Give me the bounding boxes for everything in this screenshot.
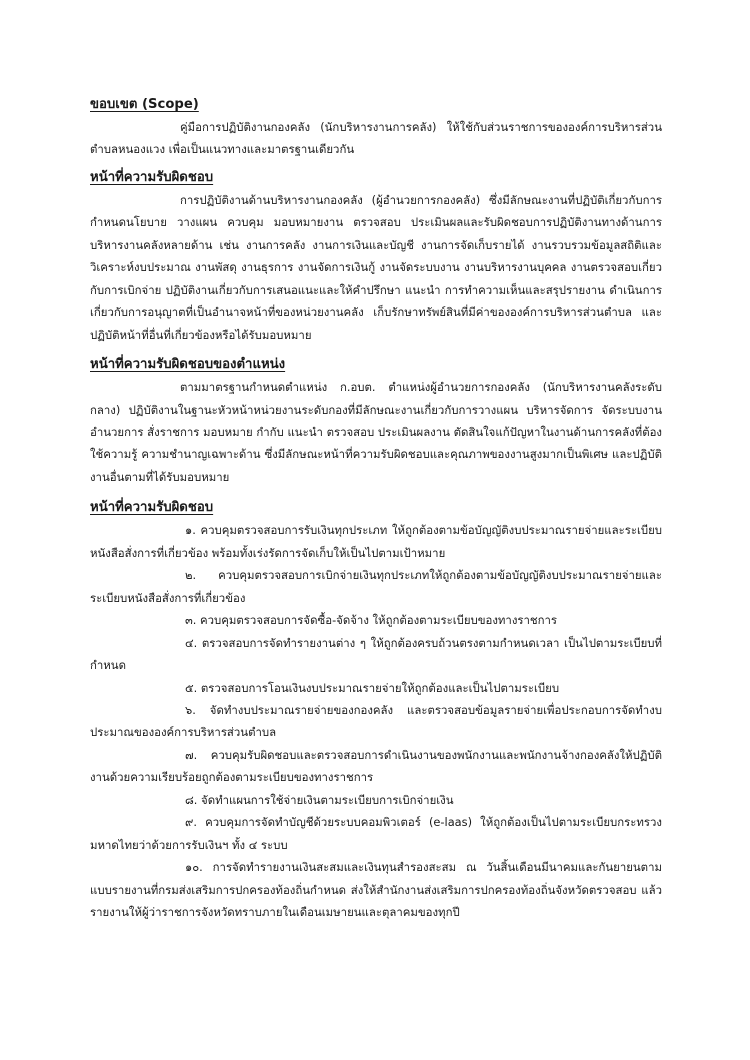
responsibility-item-10: ๑๐. การจัดทำรายงานเงินสะสมและเงินทุนสำรองสะสม ณ วันสิ้นเดือนมีนาคมและกันยายนตามแบบรายงานที่กรมส่งเสริมการปกครองท้องถิ่นกำหนด ส่งให้สำนักงานส่งเสริมการปกครองท้องถิ่นจังหวัดตรวจสอบ แล้วรายงานให้ผู้ว่าราชการจังหวัดทราบภายในเดือนเมษายนและตุลาคมของทุกปี xyxy=(90,860,662,920)
duties-paragraph: การปฏิบัติงานด้านบริหารงานกองคลัง (ผู้อำนวยการกองคลัง) ซึ่งมีลักษณะงานที่ปฏิบัติเกี่ยวกับการกำหนดนโยบาย วางแผน ควบคุม มอบหมายงาน ตรวจสอบ ประเมินผลและรับผิดชอบการปฏิบัติงานทางด้านการบริหารงานคลังหลายด้าน เช่น งานการคลัง งานการเงินและบัญชี งานการจัดเก็บรายได้ งานรวบรวมข้อมูลสถิติและวิเคราะห์งบประมาณ งานพัสดุ งานธุรการ งานจัดการเงินกู้ งานจัดระบบงาน งานบริหารงานบุคคล งานตรวจสอบเกี่ยวกับการเบิกจ่าย ปฏิบัติงานเกี่ยวกับการเสนอแนะและให้คำปรึกษา แนะนำ การทำความเห็นและสรุปรายงาน ดำเนินการเกี่ยวกับการอนุญาตที่เป็นอำนาจหน้าที่ของหน่วยงานคลัง เก็บรักษาทรัพย์สินที่มีค่าขององค์การบริหารส่วนตำบล และปฏิบัติหน้าที่อื่นที่เกี่ยวข้องหรือได้รับมอบหมาย xyxy=(90,192,662,342)
scope-paragraph: คู่มือการปฏิบัติงานกองคลัง (นักบริหารงานการคลัง) ให้ใช้กับส่วนราชการขององค์การบริหารส่วนตำบลหนองแวง เพื่อเป็นแนวทางและมาตรฐานเดียวกัน xyxy=(90,120,662,157)
duties-heading: หน้าที่ความรับผิดชอบ xyxy=(90,169,214,185)
responsibility-item-3: ๓. ควบคุมตรวจสอบการจัดซื้อ-จัดจ้าง ให้ถูกต้องตามระเบียบของทางราชการ xyxy=(185,613,558,628)
responsibility-item-4: ๔. ตรวจสอบการจัดทำรายงานต่าง ๆ ให้ถูกต้องครบถ้วนตรงตามกำหนดเวลา เป็นไปตามระเบียบที่กำหนด xyxy=(90,635,662,673)
responsibility-item-1: ๑. ควบคุมตรวจสอบการรับเงินทุกประเภท ให้ถูกต้องตามข้อบัญญัติงบประมาณรายจ่ายและระเบียบหนังสือสั่งการที่เกี่ยวข้อง พร้อมทั้งเร่งรัดการจัดเก็บให้เป็นไปตามเป้าหมาย xyxy=(90,523,662,560)
position-duties-heading: หน้าที่ความรับผิดชอบของตำแหน่ง xyxy=(90,357,286,373)
position-duties-paragraph: ตามมาตรฐานกำหนดตำแหน่ง ก.อบต. ตำแหน่งผู้อำนวยการกองคลัง (นักบริหารงานคลังระดับกลาง) ปฏิบัติงานในฐานะหัวหน้าหน่วยงานระดับกองที่มีลักษณะงานเกี่ยวกับการวางแผน บริหารจัดการ จัดระบบงาน อำนวยการ สั่งราชการ มอบหมาย กำกับ แนะนำ ตรวจสอบ ประเมินผลงาน ตัดสินใจแก้ปัญหาในงานด้านการคลังที่ต้องใช้ความรู้ ความชำนาญเฉพาะด้าน ซึ่งมีลักษณะหน้าที่ความรับผิดชอบและคุณภาพของงานสูงมากเป็นพิเศษ และปฏิบัติงานอื่นตามที่ได้รับมอบหมาย xyxy=(90,380,662,484)
responsibility-item-6: ๖. จัดทำงบประมาณรายจ่ายของกองคลัง และตรวจสอบข้อมูลรายจ่ายเพื่อประกอบการจัดทำงบประมาณขององค์การบริหารส่วนตำบล xyxy=(90,702,662,740)
document-page xyxy=(90,94,662,924)
scope-section xyxy=(90,94,662,161)
responsibilities-section xyxy=(90,497,662,923)
responsibility-item-8: ๘. จัดทำแผนการใช้จ่ายเงินตามระเบียบการเบิกจ่ายเงิน xyxy=(185,792,454,807)
responsibility-item-7: ๗. ควบคุมรับผิดชอบและตรวจสอบการดำเนินงานของพนักงานและพนักงานจ้างกองคลังให้ปฏิบัติงานด้วยความเรียบร้อยถูกต้องตามระเบียบของทางราชการ xyxy=(90,747,662,785)
duties-section xyxy=(90,167,662,346)
responsibility-item-9: ๙. ควบคุมการจัดทำบัญชีด้วยระบบคอมพิวเตอร์ (e-laas) ให้ถูกต้องเป็นไปตามระเบียบกระทรวงมหาดไทยว่าด้วยการรับเงินฯ ทั้ง ๔ ระบบ xyxy=(90,815,662,852)
scope-heading: ขอบเขต (Scope) xyxy=(90,97,199,112)
position-duties-section xyxy=(90,354,662,488)
responsibility-item-5: ๕. ตรวจสอบการโอนเงินงบประมาณรายจ่ายให้ถูกต้องและเป็นไปตามระเบียบ xyxy=(185,680,560,695)
responsibility-item-2: ๒. ควบคุมตรวจสอบการเบิกจ่ายเงินทุกประเภทให้ถูกต้องตามข้อบัญญัติงบประมาณรายจ่ายและระเบียบหนังสือสั่งการที่เกี่ยวข้อง xyxy=(90,568,662,605)
responsibilities-heading: หน้าที่ความรับผิดชอบ xyxy=(90,500,214,516)
